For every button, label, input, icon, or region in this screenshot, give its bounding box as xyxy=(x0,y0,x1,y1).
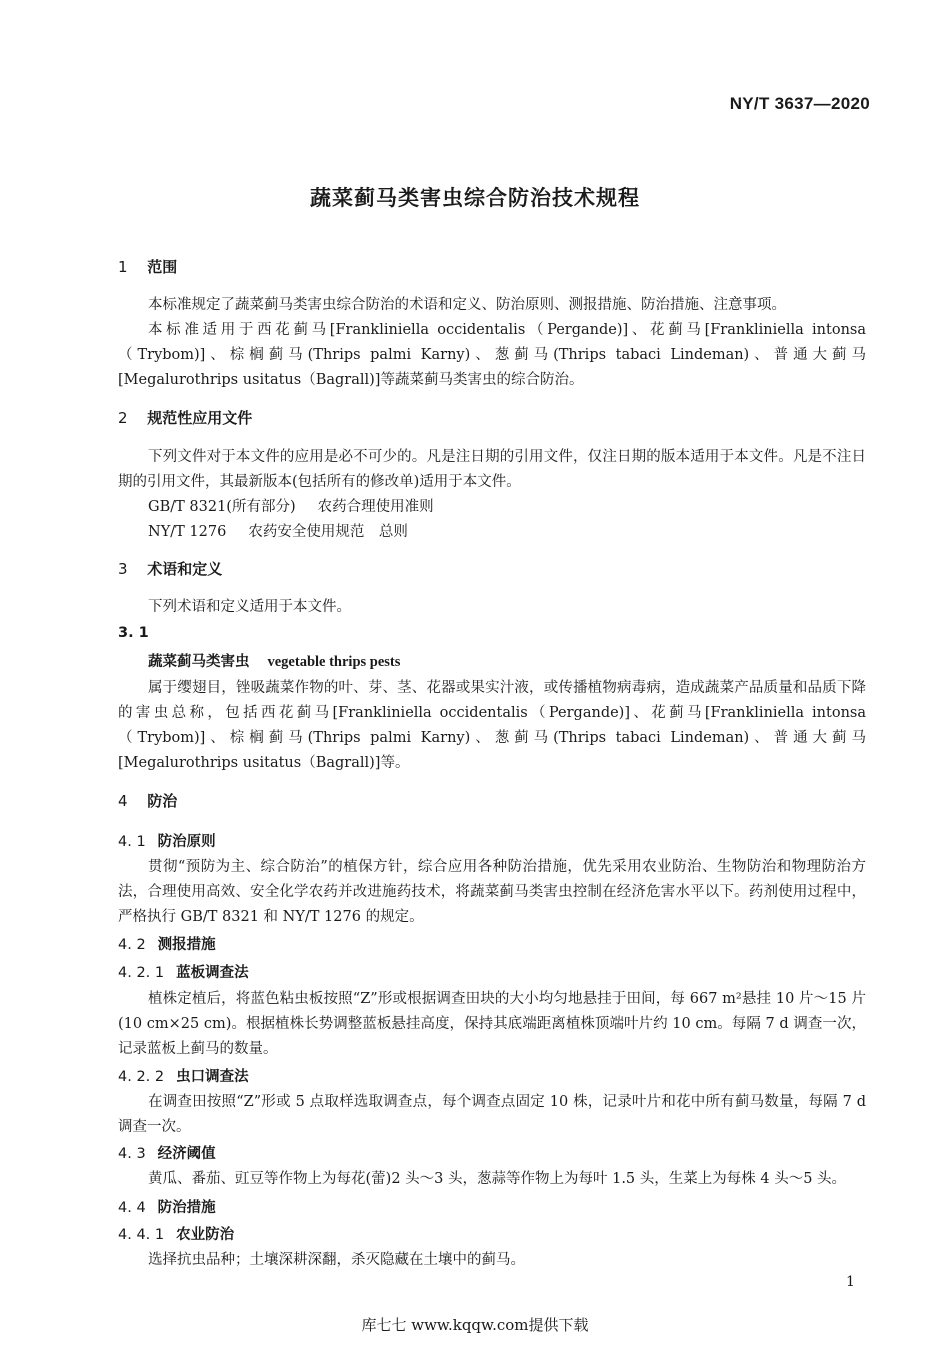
subsection-number: 4. 2 xyxy=(118,937,146,953)
subsection-number: 4. 4 xyxy=(118,1200,146,1216)
section-2-heading xyxy=(118,407,252,428)
subsection-heading xyxy=(118,961,249,982)
subsection-title: 测报措施 xyxy=(157,937,216,953)
subsection-number: 3. 1 xyxy=(118,625,149,641)
paragraph: 下列术语和定义适用于本文件。 xyxy=(148,599,351,615)
section-number: 1 xyxy=(118,258,128,276)
subsection-number: 4. 2. 2 xyxy=(118,1069,165,1085)
subsection-title: 防治措施 xyxy=(157,1200,216,1216)
section-1-heading xyxy=(118,256,177,277)
section-3-heading xyxy=(118,558,222,579)
section-title: 范围 xyxy=(147,258,178,276)
paragraph: 本标准规定了蔬菜蓟马类害虫综合防治的术语和定义、防治原则、测报措施、防治措施、注意事项。 xyxy=(148,297,786,313)
section-number: 2 xyxy=(118,409,128,427)
subsection-heading xyxy=(118,933,216,954)
section-title: 术语和定义 xyxy=(147,560,223,578)
term-definition: 属于缨翅目，锉吸蔬菜作物的叶、芽、茎、花器或果实汁液，或传播植物病毒病，造成蔬菜产品质量和品质下降的害虫总称，包括西花蓟马[Frankliniella occidentalis（Pergande)]、花蓟马[Frankliniella intonsa（Trybom)]、棕榈蓟马(Thrips palmi Karny)、葱蓟马(Thrips tabaci Lindeman)、普通大蓟马[Megalurothrips usitatus（Bagrall)]等。 xyxy=(118,680,866,771)
paragraph: 选择抗虫品种；土壤深耕深翻，杀灭隐藏在土壤中的蓟马。 xyxy=(148,1252,525,1268)
section-4-heading xyxy=(118,790,177,811)
reference-code: NY/T 1276 xyxy=(148,524,227,540)
term-entry xyxy=(148,650,400,671)
paragraph: 下列文件对于本文件的应用是必不可少的。凡是注日期的引用文件，仅注日期的版本适用于本文件。凡是不注日期的引用文件，其最新版本(包括所有的修改单)适用于本文件。 xyxy=(118,449,866,490)
section-title: 防治 xyxy=(147,792,178,810)
subsection-heading xyxy=(118,1065,249,1086)
reference-title: 农药合理使用准则 xyxy=(317,499,434,515)
paragraph: 本标准适用于西花蓟马[Frankliniella occidentalis（Pergande)]、花蓟马[Frankliniella intonsa（Trybom)]、棕榈蓟马(Thrips palmi Karny)、葱蓟马(Thrips tabaci Lindeman)、普通大蓟马[Megalurothrips usitatus（Bagrall)]等蔬菜蓟马类害虫的综合防治。 xyxy=(118,322,866,388)
standard-code: NY/T 3637—2020 xyxy=(729,94,870,113)
document-title: 蔬菜蓟马类害虫综合防治技术规程 xyxy=(310,186,640,210)
term-english: vegetable thrips pests xyxy=(267,654,401,670)
subsection-number: 4. 1 xyxy=(118,834,146,850)
paragraph: 贯彻“预防为主、综合防治”的植保方针，综合应用各种防治措施，优先采用农业防治、生物防治和物理防治方法，合理使用高效、安全化学农药并改进施药技术，将蔬菜蓟马类害虫控制在经济危害水平以下。药剂使用过程中，严格执行 GB/T 8321 和 NY/T 1276 的规定。 xyxy=(118,859,866,925)
subsection-heading xyxy=(118,830,216,851)
paragraph: 植株定植后，将蓝色粘虫板按照“Z”形或根据调查田块的大小均匀地悬挂于田间，每 667 m²悬挂 10 片～15 片(10 cm×25 cm)。根据植株长势调整蓝板悬挂高度，保持其底端距离植株顶端叶片约 10 cm。每隔 7 d 调查一次，记录蓝板上蓟马的数量。 xyxy=(118,991,866,1057)
subsection-title: 经济阈值 xyxy=(157,1146,216,1162)
subsection-heading xyxy=(118,1223,234,1244)
subsection-title: 虫口调查法 xyxy=(176,1069,249,1085)
reference-code: GB/T 8321(所有部分) xyxy=(148,499,296,515)
subsection-title: 防治原则 xyxy=(157,834,216,850)
reference-title: 农药安全使用规范 总则 xyxy=(248,524,408,540)
subsection-number: 4. 2. 1 xyxy=(118,965,165,981)
subsection-heading xyxy=(118,1142,216,1163)
term-chinese: 蔬菜蓟马类害虫 xyxy=(148,654,250,670)
reference-line xyxy=(148,495,434,516)
paragraph: 在调查田按照“Z”形或 5 点取样选取调查点，每个调查点固定 10 株，记录叶片和花中所有蓟马数量，每隔 7 d 调查一次。 xyxy=(118,1094,866,1135)
page-number: 1 xyxy=(846,1274,855,1290)
subsection-number: 4. 4. 1 xyxy=(118,1227,165,1243)
section-number: 4 xyxy=(118,792,128,810)
subsection-title: 蓝板调查法 xyxy=(176,965,249,981)
reference-line xyxy=(148,520,408,541)
download-footer: 库七七 www.kqqw.com提供下载 xyxy=(361,1316,589,1334)
subsection-number: 4. 3 xyxy=(118,1146,146,1162)
paragraph: 黄瓜、番茄、豇豆等作物上为每花(蕾)2 头～3 头，葱蒜等作物上为每叶 1.5 头，生菜上为每株 4 头～5 头。 xyxy=(148,1171,847,1187)
subsection-heading xyxy=(118,1196,216,1217)
section-title: 规范性应用文件 xyxy=(147,409,253,427)
subsection-title: 农业防治 xyxy=(176,1227,235,1243)
section-number: 3 xyxy=(118,560,128,578)
